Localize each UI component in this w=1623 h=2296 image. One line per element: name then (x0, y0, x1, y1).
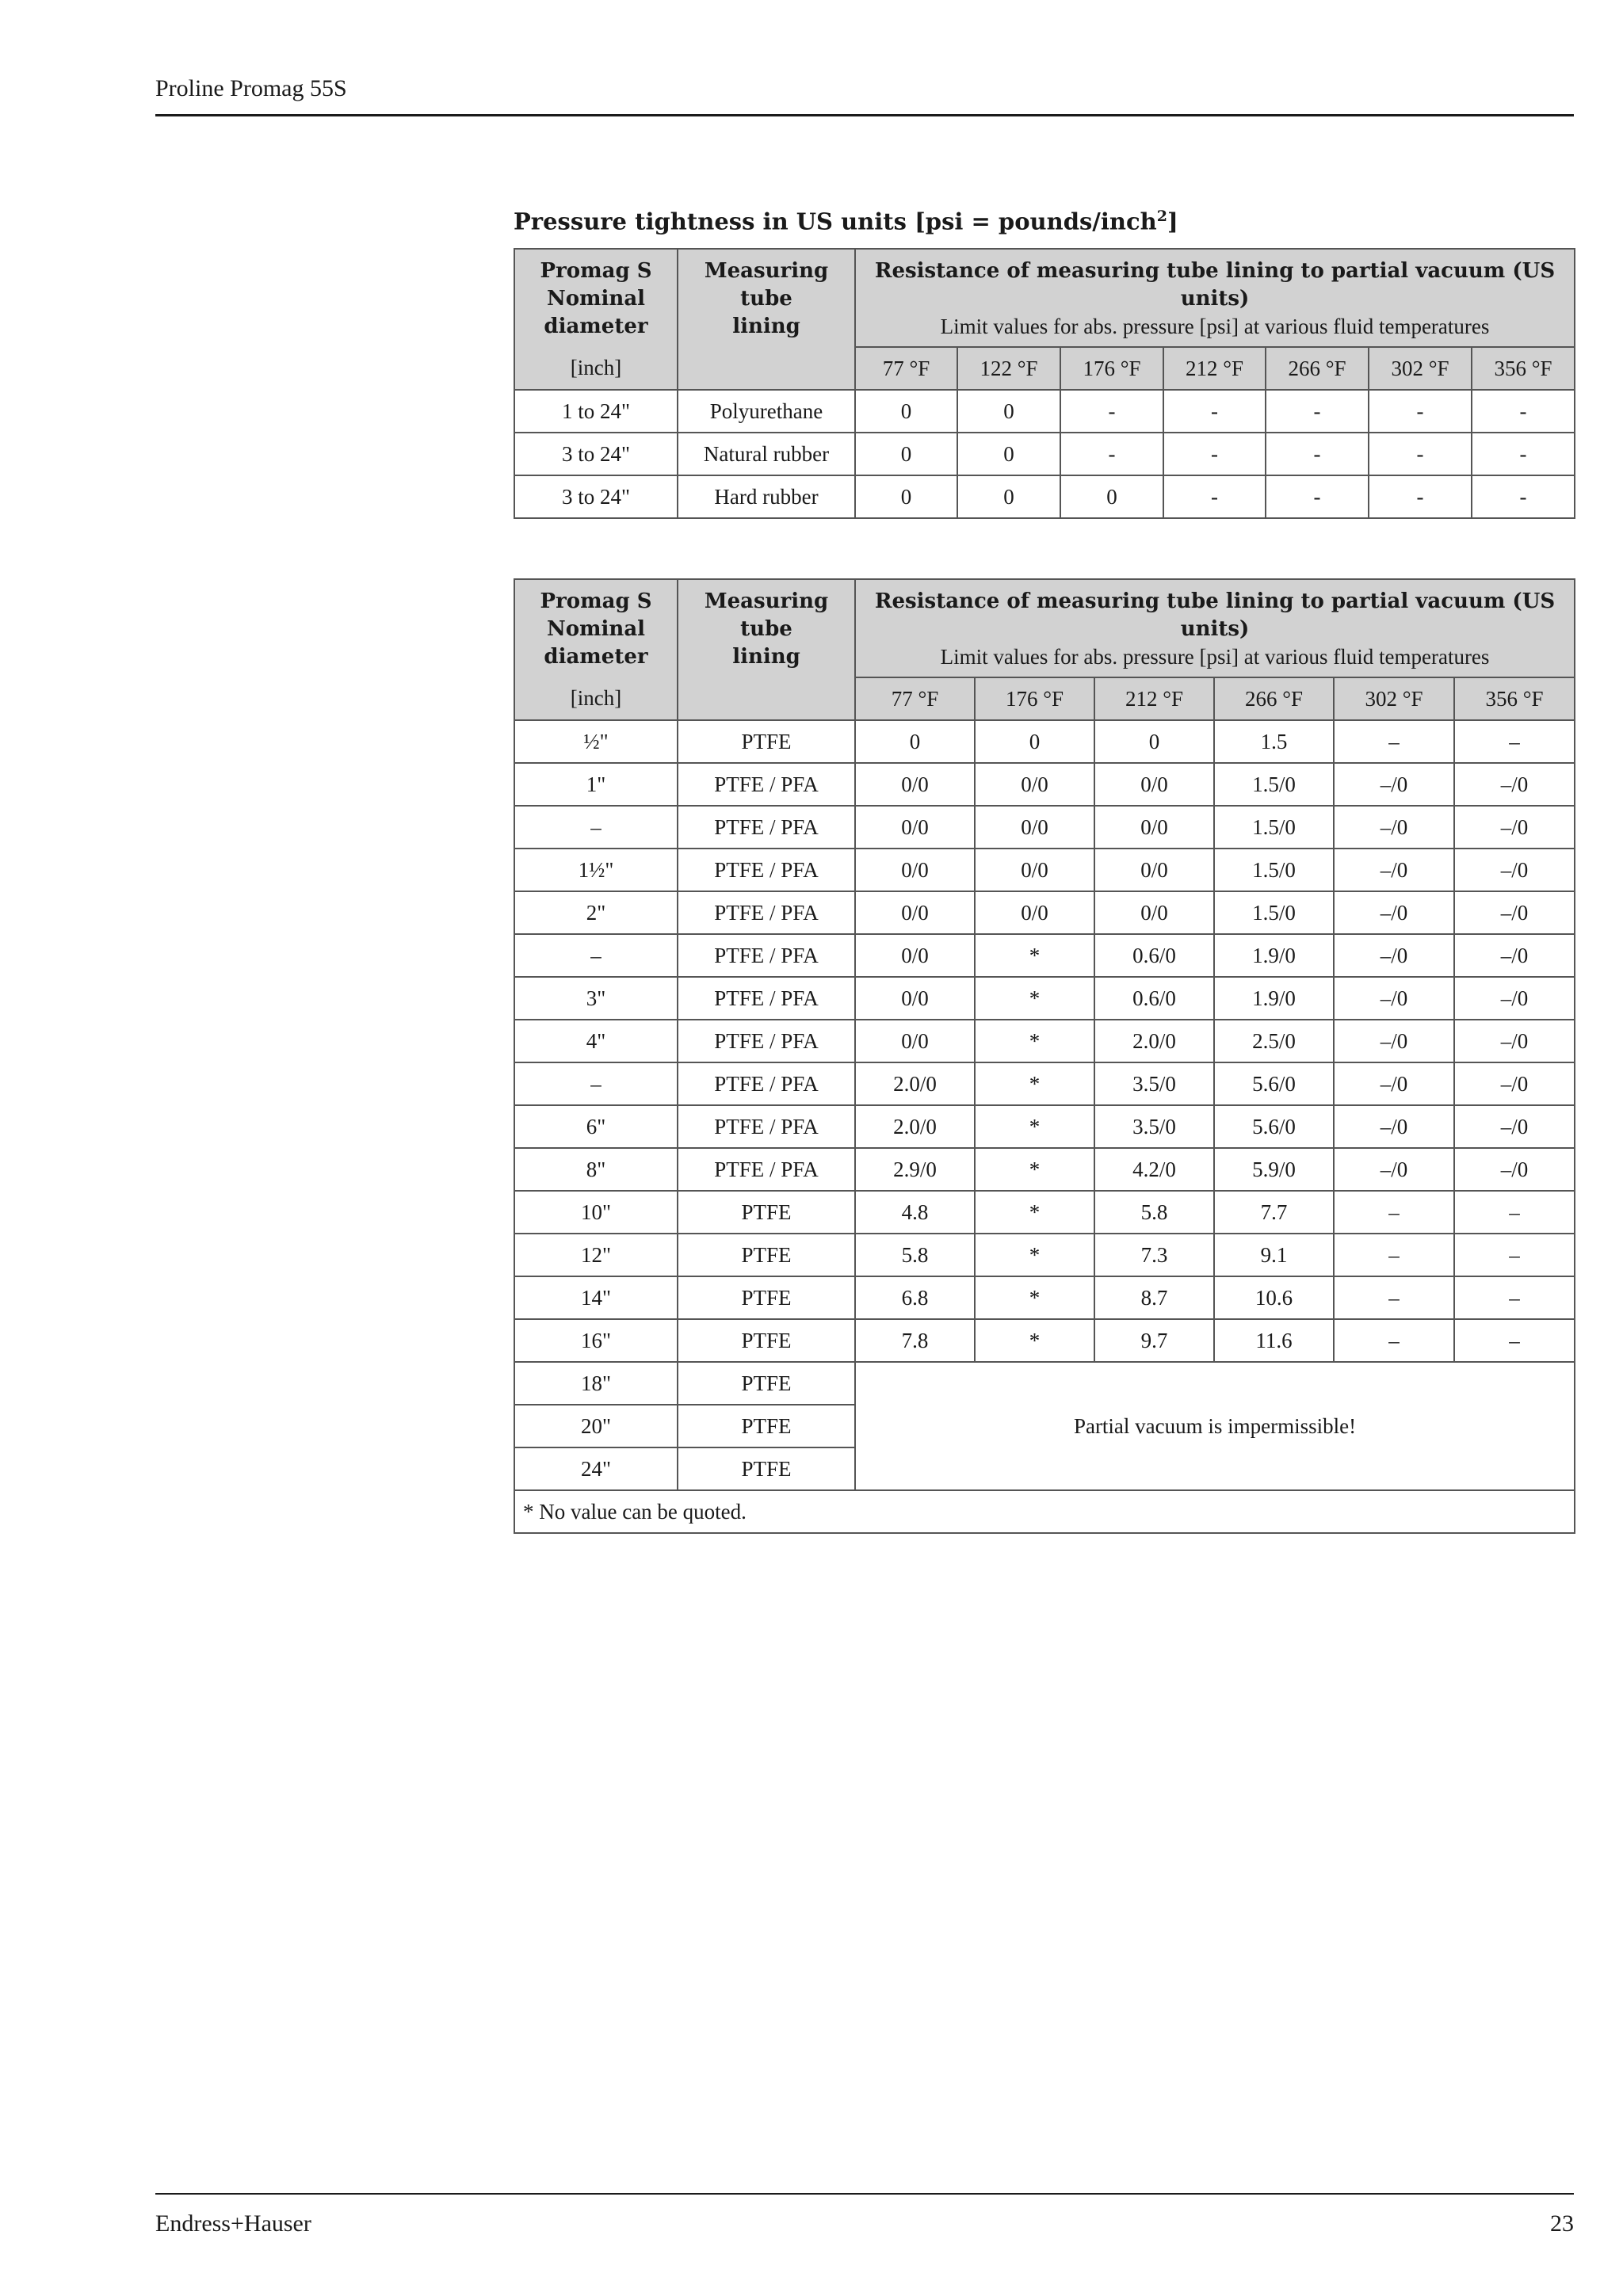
table-row (514, 806, 1575, 849)
pressure-value-cell: 0/0 (975, 849, 1094, 891)
pressure-value-cell: –/0 (1454, 849, 1575, 891)
t2-temp-header: 302 °F (1334, 677, 1454, 720)
section-title-sup: 2 (1156, 208, 1167, 225)
pressure-value-cell: –/0 (1334, 1020, 1454, 1062)
pressure-value-cell: 0.6/0 (1094, 934, 1214, 977)
table-row (514, 849, 1575, 891)
pressure-value-cell: 9.1 (1214, 1234, 1334, 1276)
pressure-value-cell: 4.2/0 (1094, 1148, 1214, 1191)
pressure-value-cell: –/0 (1454, 891, 1575, 934)
t1-head-diameter-line1: Promag S (540, 259, 652, 283)
pressure-value-cell: 0/0 (855, 977, 975, 1020)
pressure-value-cell: –/0 (1454, 806, 1575, 849)
table-row (514, 1191, 1575, 1234)
pressure-value-cell: - (1266, 433, 1369, 475)
lining-cell: PTFE (678, 1319, 855, 1362)
diameter-cell: 3 to 24" (514, 433, 678, 475)
t1-temp-header: 356 °F (1472, 347, 1575, 390)
table-row (514, 390, 1575, 433)
pressure-value-cell: – (1454, 1319, 1575, 1362)
pressure-value-cell: – (1334, 1276, 1454, 1319)
pressure-value-cell: – (1334, 1191, 1454, 1234)
footer-rule (155, 2193, 1574, 2195)
pressure-value-cell: 0.6/0 (1094, 977, 1214, 1020)
pressure-value-cell: - (1060, 433, 1163, 475)
t2-head-lining-line2: lining (732, 645, 800, 669)
diameter-cell: 1½" (514, 849, 678, 891)
t2-temp-header: 266 °F (1214, 677, 1334, 720)
pressure-value-cell: - (1369, 433, 1472, 475)
t1-body (514, 390, 1575, 518)
pressure-value-cell: – (1454, 1191, 1575, 1234)
pressure-value-cell: - (1163, 433, 1266, 475)
t2-head-diameter-line1: Promag S (540, 589, 652, 613)
pressure-value-cell: 1.5 (1214, 720, 1334, 763)
pressure-value-cell: 0/0 (1094, 849, 1214, 891)
footnote-cell: * No value can be quoted. (514, 1490, 1575, 1533)
pressure-value-cell: – (1454, 720, 1575, 763)
pressure-value-cell: –/0 (1334, 891, 1454, 934)
table-row (514, 977, 1575, 1020)
pressure-value-cell: 0 (1094, 720, 1214, 763)
impermissible-note-cell: Partial vacuum is impermissible! (855, 1362, 1575, 1490)
t1-head-lining-line1: Measuring tube (704, 259, 829, 311)
pressure-value-cell: 0 (975, 720, 1094, 763)
lining-cell: PTFE (678, 1447, 855, 1490)
pressure-value-cell: - (1369, 390, 1472, 433)
pressure-value-cell: –/0 (1334, 1148, 1454, 1191)
diameter-cell: 20" (514, 1405, 678, 1447)
pressure-value-cell: 2.0/0 (855, 1105, 975, 1148)
lining-cell: PTFE / PFA (678, 1020, 855, 1062)
diameter-cell: 2" (514, 891, 678, 934)
table-row (514, 1062, 1575, 1105)
diameter-cell: 18" (514, 1362, 678, 1405)
t2-body (514, 720, 1575, 1533)
table-row (514, 1362, 1575, 1405)
t2-temp-header: 176 °F (975, 677, 1094, 720)
pressure-value-cell: 0/0 (975, 891, 1094, 934)
pressure-value-cell: –/0 (1334, 977, 1454, 1020)
pressure-table-1 (514, 248, 1575, 519)
t1-temp-header: 176 °F (1060, 347, 1163, 390)
pressure-value-cell: 0 (855, 475, 957, 518)
lining-cell: PTFE (678, 1276, 855, 1319)
lining-cell: PTFE / PFA (678, 806, 855, 849)
pressure-value-cell: 5.6/0 (1214, 1062, 1334, 1105)
pressure-value-cell: 5.6/0 (1214, 1105, 1334, 1148)
pressure-value-cell: 0 (957, 433, 1060, 475)
diameter-cell: – (514, 806, 678, 849)
pressure-value-cell: - (1163, 390, 1266, 433)
lining-cell: Polyurethane (678, 390, 855, 433)
diameter-cell: ½" (514, 720, 678, 763)
pressure-value-cell: –/0 (1334, 849, 1454, 891)
lining-cell: PTFE (678, 1191, 855, 1234)
pressure-value-cell: 0/0 (855, 1020, 975, 1062)
lining-cell: PTFE / PFA (678, 1105, 855, 1148)
pressure-value-cell: 0/0 (855, 806, 975, 849)
pressure-value-cell: - (1266, 390, 1369, 433)
pressure-table-2 (514, 578, 1575, 1534)
pressure-value-cell: – (1334, 1319, 1454, 1362)
footer-brand: Endress+Hauser (155, 2210, 311, 2237)
pressure-value-cell: * (975, 977, 1094, 1020)
table-row (514, 1020, 1575, 1062)
pressure-value-cell: * (975, 934, 1094, 977)
lining-cell: PTFE / PFA (678, 891, 855, 934)
pressure-value-cell: 11.6 (1214, 1319, 1334, 1362)
pressure-value-cell: 0/0 (855, 934, 975, 977)
diameter-cell: 4" (514, 1020, 678, 1062)
diameter-cell: 8" (514, 1148, 678, 1191)
lining-cell: PTFE / PFA (678, 1148, 855, 1191)
t2-head-lining (678, 579, 855, 720)
lining-cell: PTFE / PFA (678, 849, 855, 891)
pressure-value-cell: –/0 (1454, 1062, 1575, 1105)
pressure-value-cell: * (975, 1234, 1094, 1276)
lining-cell: PTFE (678, 720, 855, 763)
pressure-value-cell: 2.5/0 (1214, 1020, 1334, 1062)
pressure-value-cell: - (1369, 475, 1472, 518)
diameter-cell: 1 to 24" (514, 390, 678, 433)
table-row (514, 1105, 1575, 1148)
pressure-value-cell: 8.7 (1094, 1276, 1214, 1319)
diameter-cell: 3" (514, 977, 678, 1020)
pressure-value-cell: 3.5/0 (1094, 1105, 1214, 1148)
section-title (514, 200, 1178, 238)
diameter-cell: 16" (514, 1319, 678, 1362)
pressure-value-cell: 0 (1060, 475, 1163, 518)
pressure-value-cell: 5.9/0 (1214, 1148, 1334, 1191)
t1-head-diameter-line2: Nominal (546, 287, 646, 311)
pressure-value-cell: – (1454, 1276, 1575, 1319)
lining-cell: Natural rubber (678, 433, 855, 475)
pressure-value-cell: 1.5/0 (1214, 806, 1334, 849)
t1-head-unit: [inch] (514, 347, 678, 390)
table-row (514, 1276, 1575, 1319)
t2-head-lining-line1: Measuring tube (704, 589, 829, 641)
t1-head-lining-line2: lining (732, 315, 800, 338)
t2-temp-header: 77 °F (855, 677, 975, 720)
pressure-value-cell: –/0 (1454, 977, 1575, 1020)
pressure-value-cell: 0/0 (1094, 763, 1214, 806)
pressure-value-cell: - (1266, 475, 1369, 518)
pressure-value-cell: –/0 (1454, 1148, 1575, 1191)
t2-head-unit: [inch] (514, 677, 678, 720)
t1-head-main: Resistance of measuring tube lining to partial vacuum (US units) (874, 259, 1556, 311)
table-row (514, 1234, 1575, 1276)
table-row (514, 891, 1575, 934)
table-row (514, 934, 1575, 977)
t1-head-lining (678, 249, 855, 390)
pressure-value-cell: 0 (957, 475, 1060, 518)
pressure-value-cell: 0 (957, 390, 1060, 433)
pressure-value-cell: – (1454, 1234, 1575, 1276)
pressure-value-cell: 6.8 (855, 1276, 975, 1319)
diameter-cell: 1" (514, 763, 678, 806)
t1-temp-header: 302 °F (1369, 347, 1472, 390)
pressure-value-cell: –/0 (1334, 806, 1454, 849)
table-row (514, 720, 1575, 763)
pressure-value-cell: 2.0/0 (1094, 1020, 1214, 1062)
pressure-value-cell: * (975, 1191, 1094, 1234)
pressure-value-cell: 2.9/0 (855, 1148, 975, 1191)
pressure-value-cell: 0 (855, 433, 957, 475)
pressure-value-cell: 0/0 (1094, 891, 1214, 934)
pressure-value-cell: 1.5/0 (1214, 891, 1334, 934)
lining-cell: PTFE (678, 1234, 855, 1276)
footnote-row (514, 1490, 1575, 1533)
diameter-cell: 24" (514, 1447, 678, 1490)
pressure-value-cell: * (975, 1020, 1094, 1062)
pressure-value-cell: 5.8 (1094, 1191, 1214, 1234)
pressure-value-cell: –/0 (1454, 763, 1575, 806)
lining-cell: PTFE / PFA (678, 763, 855, 806)
pressure-value-cell: - (1163, 475, 1266, 518)
t1-temp-header: 122 °F (957, 347, 1060, 390)
table-row (514, 1148, 1575, 1191)
pressure-value-cell: 1.5/0 (1214, 763, 1334, 806)
t1-temp-header: 212 °F (1163, 347, 1266, 390)
pressure-value-cell: 7.8 (855, 1319, 975, 1362)
diameter-cell: 6" (514, 1105, 678, 1148)
section-title-text: Pressure tightness in US units [psi = pounds/inch (514, 208, 1157, 235)
diameter-cell: 12" (514, 1234, 678, 1276)
pressure-value-cell: –/0 (1334, 1105, 1454, 1148)
lining-cell: PTFE / PFA (678, 934, 855, 977)
table-row (514, 763, 1575, 806)
t1-head-sub: Limit values for abs. pressure [psi] at various fluid temperatures (940, 315, 1490, 338)
t2-head-diameter (514, 579, 678, 677)
pressure-value-cell: 1.5/0 (1214, 849, 1334, 891)
section-title-close: ] (1167, 208, 1178, 235)
pressure-value-cell: – (1334, 720, 1454, 763)
pressure-value-cell: 0/0 (855, 849, 975, 891)
pressure-value-cell: - (1472, 475, 1575, 518)
pressure-value-cell: - (1472, 433, 1575, 475)
lining-cell: Hard rubber (678, 475, 855, 518)
t1-head-diameter-line3: diameter (544, 315, 648, 338)
pressure-value-cell: –/0 (1334, 934, 1454, 977)
pressure-value-cell: 9.7 (1094, 1319, 1214, 1362)
pressure-value-cell: - (1060, 390, 1163, 433)
pressure-value-cell: * (975, 1276, 1094, 1319)
t2-head-main: Resistance of measuring tube lining to partial vacuum (US units) (874, 589, 1556, 641)
diameter-cell: – (514, 1062, 678, 1105)
pressure-value-cell: 3.5/0 (1094, 1062, 1214, 1105)
pressure-value-cell: –/0 (1334, 1062, 1454, 1105)
pressure-value-cell: * (975, 1148, 1094, 1191)
t2-head-diameter-line2: Nominal (546, 617, 646, 641)
pressure-value-cell: 0/0 (855, 763, 975, 806)
t1-temp-header: 266 °F (1266, 347, 1369, 390)
pressure-value-cell: - (1472, 390, 1575, 433)
t2-temp-header: 356 °F (1454, 677, 1575, 720)
pressure-value-cell: 0/0 (1094, 806, 1214, 849)
t1-head-resistance (855, 249, 1575, 347)
pressure-value-cell: * (975, 1105, 1094, 1148)
lining-cell: PTFE / PFA (678, 977, 855, 1020)
pressure-value-cell: 1.9/0 (1214, 934, 1334, 977)
pressure-value-cell: 0 (855, 720, 975, 763)
t1-temp-header: 77 °F (855, 347, 957, 390)
pressure-value-cell: –/0 (1454, 1020, 1575, 1062)
footer-page-number: 23 (1550, 2210, 1574, 2237)
pressure-value-cell: 7.3 (1094, 1234, 1214, 1276)
t2-temp-header: 212 °F (1094, 677, 1214, 720)
table-row (514, 475, 1575, 518)
pressure-value-cell: 7.7 (1214, 1191, 1334, 1234)
pressure-value-cell: * (975, 1319, 1094, 1362)
pressure-value-cell: –/0 (1454, 934, 1575, 977)
diameter-cell: 3 to 24" (514, 475, 678, 518)
diameter-cell: – (514, 934, 678, 977)
diameter-cell: 14" (514, 1276, 678, 1319)
header-rule (155, 114, 1574, 116)
table-row (514, 433, 1575, 475)
page-header-title: Proline Promag 55S (155, 75, 347, 101)
pressure-value-cell: – (1334, 1234, 1454, 1276)
t2-head-resistance (855, 579, 1575, 677)
pressure-value-cell: * (975, 1062, 1094, 1105)
t2-head-sub: Limit values for abs. pressure [psi] at various fluid temperatures (940, 645, 1490, 669)
pressure-value-cell: 5.8 (855, 1234, 975, 1276)
pressure-value-cell: 0/0 (855, 891, 975, 934)
pressure-value-cell: –/0 (1334, 763, 1454, 806)
pressure-value-cell: 2.0/0 (855, 1062, 975, 1105)
pressure-value-cell: 0/0 (975, 806, 1094, 849)
t2-head-diameter-line3: diameter (544, 645, 648, 669)
table-row (514, 1319, 1575, 1362)
pressure-value-cell: 10.6 (1214, 1276, 1334, 1319)
diameter-cell: 10" (514, 1191, 678, 1234)
t1-head-diameter (514, 249, 678, 347)
lining-cell: PTFE (678, 1362, 855, 1405)
pressure-value-cell: 4.8 (855, 1191, 975, 1234)
lining-cell: PTFE / PFA (678, 1062, 855, 1105)
pressure-value-cell: –/0 (1454, 1105, 1575, 1148)
lining-cell: PTFE (678, 1405, 855, 1447)
pressure-value-cell: 0 (855, 390, 957, 433)
pressure-value-cell: 0/0 (975, 763, 1094, 806)
pressure-value-cell: 1.9/0 (1214, 977, 1334, 1020)
